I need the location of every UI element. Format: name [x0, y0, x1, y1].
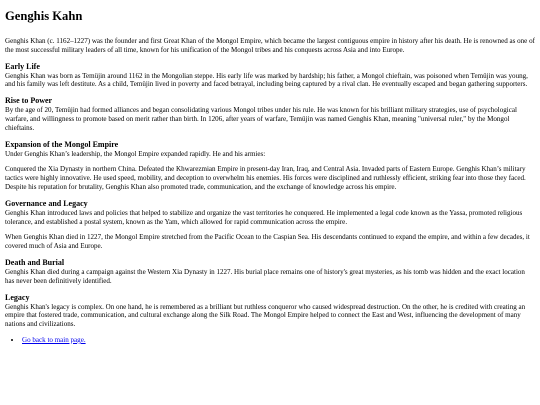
section-heading: Governance and Legacy — [5, 198, 88, 208]
section-heading: Early Life — [5, 61, 40, 71]
section-heading: Death and Burial — [5, 257, 65, 267]
section-early-life — [5, 62, 535, 90]
section-paragraph: Under Genghis Khan’s leadership, the Mongol Empire expanded rapidly. He and his armies: — [5, 149, 266, 158]
section-heading: Expansion of the Mongol Empire — [5, 139, 119, 149]
intro-paragraph: Genghis Khan (c. 1162–1227) was the founder and first Great Khan of the Mongol Empire, which became the largest contiguous empire in history after his death. He is renowned as one of the most successful military leaders of all time, known for his unification of the Mongol tribes and his conquests across Asia and into Europe. — [5, 37, 535, 54]
section-paragraph: By the age of 20, Temüjin had formed alliances and began consolidating various Mongol tribes under his rule. He was known for his brilliant military strategies, use of psychological warfare, and willingness to promote based on merit rather than birth. In 1206, after years of warfare, Temüjin was named Genghis Khan, meaning "universal ruler," by the Mongol chieftains. — [5, 106, 517, 132]
section-paragraph: Genghis Khan was born as Temüjin around 1162 in the Mongolian steppe. His early life was marked by hardship; his father, a Mongol chieftain, was poisoned when Temüjin was young, and his family was left destitute. As a child, Temüjin lived in poverty and faced betrayal, including being captured by a rival clan. He eventually escaped and began gathering supporters. — [5, 71, 528, 89]
section-expansion — [5, 140, 535, 192]
section-heading: Legacy — [5, 292, 30, 302]
link-list — [5, 336, 535, 345]
section-paragraph: Genghis Khan introduced laws and policies that helped to stabilize and organize the vast territories he conquered. He implemented a legal code known as the Yassa, promoted religious tolerance, and established a postal system, known as the Yam, which allowed for rapid communication across the empire. — [5, 208, 523, 226]
section-paragraph: Genghis Khan's legacy is complex. On one hand, he is remembered as a brilliant but ruthless conqueror who caused widespread destruction. On the other, he is credited with creating an empire that fostered trade, communication, and cultural exchange along the Silk Road. The Mongol Empire helped to connect the East and West, influencing the development of many nations and civilizations. — [5, 302, 526, 329]
list-item — [22, 336, 535, 345]
section-paragraph: When Genghis Khan died in 1227, the Mongol Empire stretched from the Pacific Ocean to the Caspian Sea. His descendants continued to expand the empire, and within a few decades, it covered much of Asia and Europe. — [5, 233, 530, 251]
section-governance — [5, 199, 535, 251]
section-paragraph: Genghis Khan died during a campaign against the Western Xia Dynasty in 1227. His burial place remains one of history's great mysteries, as his tomb was hidden and the exact location has never been definitively identified. — [5, 267, 525, 285]
section-legacy — [5, 293, 535, 329]
section-paragraph: Conquered the Xia Dynasty in northern China. Defeated the Khwarezmian Empire in present-day Iran, Iraq, and Central Asia. Invaded parts of Eastern Europe. Genghis Khan’s military tactics were highly innovative. He used speed, mobility, and deception to overwhelm his enemies. His forces were disciplined and ruthlessly efficient, striking fear into those they faced. Despite his reputation for brutality, Genghis Khan also promoted trade, communication, and the exchange of knowledge across his empire. — [5, 165, 526, 191]
section-death-burial — [5, 258, 535, 286]
section-rise-to-power — [5, 96, 535, 132]
page-title: Genghis Kahn — [5, 9, 83, 23]
section-heading: Rise to Power — [5, 96, 53, 106]
back-to-main-link[interactable]: Go back to main page. — [22, 335, 86, 344]
